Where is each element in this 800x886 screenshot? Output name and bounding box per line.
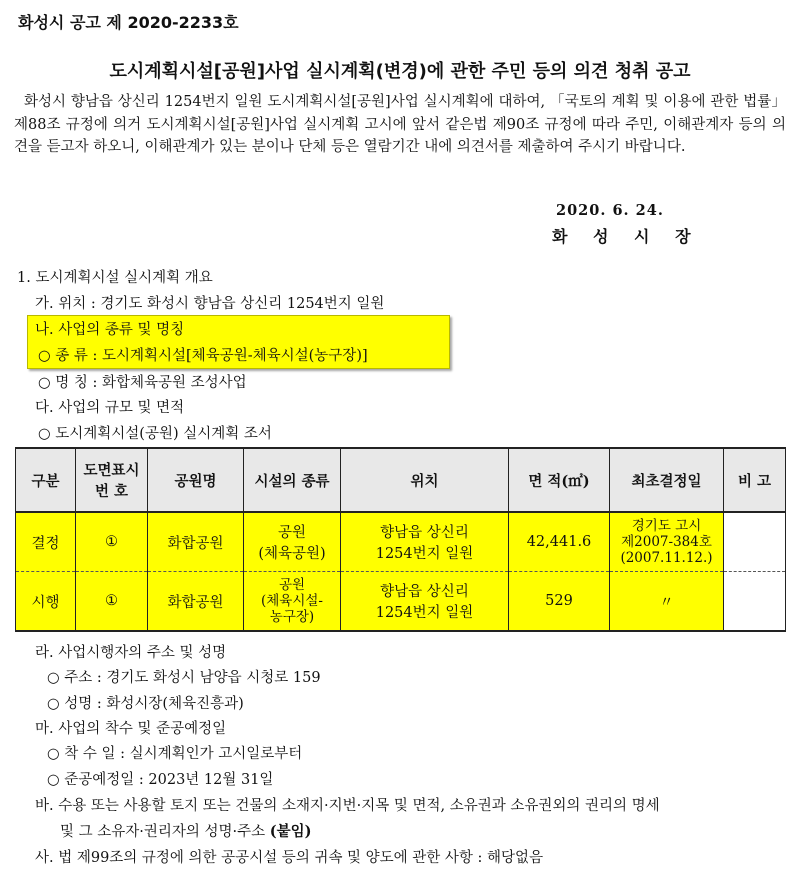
cell-decision-line2: 제2007-384호 [621, 534, 712, 550]
header-park-name: 공원명 [148, 448, 244, 512]
section-ba-line1: 바. 수용 또는 사용할 토지 또는 건물의 소재지·지번·지목 및 면적, 소유권과 소유권외의 권리의 명세 [35, 798, 660, 814]
cell-facility-line1: 공원 [277, 525, 306, 541]
cell-location [341, 572, 509, 632]
section-sa-line: 사. 법 제99조의 규정에 의한 공공시설 등의 귀속 및 양도에 관한 사항 : 해당없음 [35, 850, 544, 866]
section-ma-heading: 마. 사업의 착수 및 준공예정일 [35, 721, 227, 737]
cell-decision-line3: (2007.11.12.) [620, 550, 713, 566]
cell-location-line1: 향남읍 상신리 [380, 584, 469, 600]
section-ga-location: 가. 위치 : 경기도 화성시 향남읍 상신리 1254번지 일원 [35, 296, 385, 312]
cell-area: 42,441.6 [509, 512, 610, 572]
cell-location-line2: 1254번지 일원 [375, 546, 474, 562]
header-gubun: 구분 [16, 448, 76, 512]
table-row [16, 572, 786, 632]
section-na-type: ○ 종 류 : 도시계획시설[체육공원-체육시설(농구장)] [38, 348, 368, 364]
body-paragraph [14, 91, 786, 159]
header-first-decision: 최초결정일 [610, 448, 724, 512]
cell-area: 529 [509, 572, 610, 632]
section-ma-start: ○ 착 수 일 : 실시계획인가 고시일로부터 [47, 746, 303, 762]
cell-facility [244, 572, 341, 632]
section-ra-name: ○ 성명 : 화성시장(체육진흥과) [47, 696, 244, 712]
section-ba-line2-text: 및 그 소유자·권리자의 성명·주소 [60, 824, 270, 840]
header-remarks: 비 고 [724, 448, 786, 512]
notice-date: 2020. 6. 24. [556, 202, 664, 219]
cell-remarks [724, 512, 786, 572]
signer: 화 성 시 장 [552, 227, 701, 246]
cell-facility-line2: (체육시설- [261, 593, 323, 609]
cell-gubun: 결정 [16, 512, 76, 572]
cell-park-name: 화합공원 [148, 572, 244, 632]
section-da-heading: 다. 사업의 규모 및 면적 [35, 400, 185, 416]
page-title: 도시계획시설[공원]사업 실시계획(변경)에 관한 주민 등의 의견 청취 공고 [109, 61, 691, 82]
header-facility: 시설의 종류 [244, 448, 341, 512]
attachment-label: (붙임) [269, 823, 312, 840]
section-na-heading: 나. 사업의 종류 및 명칭 [35, 322, 185, 338]
section-ma-end: ○ 준공예정일 : 2023년 12월 31일 [47, 772, 274, 788]
cell-location-line1: 향남읍 상신리 [380, 525, 469, 541]
cell-location [341, 512, 509, 572]
section-ba-line2 [60, 820, 312, 841]
section-na-name: ○ 명 칭 : 화합체육공원 조성사업 [38, 375, 247, 391]
cell-first-decision [610, 512, 724, 572]
cell-facility-line1: 공원 [278, 577, 306, 593]
cell-remarks [724, 572, 786, 632]
header-map-no-line2: 번 호 [94, 483, 129, 500]
table-row [16, 512, 786, 572]
header-map-no [76, 448, 148, 512]
cell-facility-line2: (체육공원) [258, 546, 326, 562]
cell-facility [244, 512, 341, 572]
body-text: 화성시 향남읍 상신리 1254번지 일원 도시계획시설[공원]사업 실시계획에 대하여, 「국토의 계획 및 이용에 관한 법률」 제88조 규정에 의거 도시계획시설[공원]사업 실시계획 고시에 앞서 같은법 제90조 규정에 따라 주민, 이해관계자 등의 의견을 듣고자 하오니, 이해관계가 있는 분이나 단체 등은 열람기간 내에 의견서를 제출하여 주시기 바랍니다. [14, 94, 786, 155]
section-ra-address: ○ 주소 : 경기도 화성시 남양읍 시청로 159 [47, 670, 321, 686]
section-da-sub: ○ 도시계획시설(공원) 실시계획 조서 [38, 426, 272, 442]
cell-map-no: ① [76, 512, 148, 572]
cell-facility-line3: 농구장) [269, 609, 315, 625]
section1-heading: 1. 도시계획시설 실시계획 개요 [17, 270, 213, 286]
table-header-row [16, 448, 786, 512]
header-area: 면 적(㎡) [509, 448, 610, 512]
cell-map-no: ① [76, 572, 148, 632]
cell-first-decision: 〃 [610, 572, 724, 632]
notice-number: 화성시 공고 제 2020-2233호 [18, 13, 239, 32]
cell-park-name: 화합공원 [148, 512, 244, 572]
header-map-no-line1: 도면표시 [83, 462, 140, 479]
plan-table [15, 447, 786, 632]
cell-gubun: 시행 [16, 572, 76, 632]
cell-location-line2: 1254번지 일원 [375, 605, 474, 621]
cell-decision-line1: 경기도 고시 [631, 518, 702, 534]
section-ra-heading: 라. 사업시행자의 주소 및 성명 [35, 645, 227, 661]
header-location: 위치 [341, 448, 509, 512]
